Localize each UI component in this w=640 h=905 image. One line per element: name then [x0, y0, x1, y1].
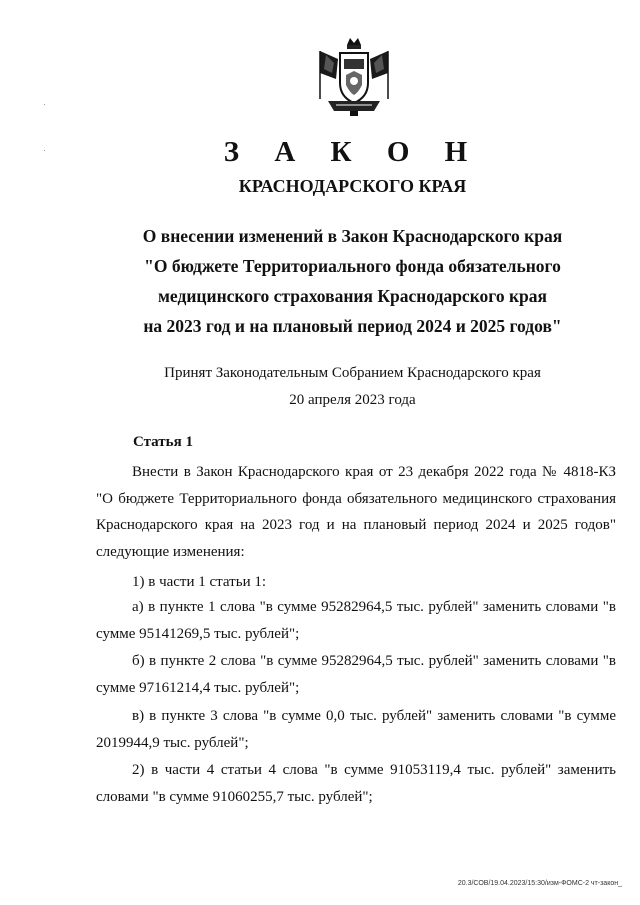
- heading-line-2: "О бюджете Территориального фонда обязательного: [144, 256, 561, 276]
- article-intro: Внести в Закон Краснодарского края от 23 декабря 2022 года № 4818-КЗ "О бюджете Территориального фонда обязательного медицинского страхования Краснодарского края на 2023 год и на плановый период 2024 и 2025 годов" следующие изменения:: [96, 464, 616, 560]
- list-item-2: 2) в части 4 статьи 4 слова "в сумме 91053119,4 тыс. рублей" заменить словами "в сумме 91060255,7 тыс. рублей";: [96, 762, 616, 805]
- coat-of-arms-icon: [314, 35, 394, 117]
- heading-line-4: на 2023 год и на плановый период 2024 и 2025 годов": [143, 316, 562, 336]
- law-heading: [0, 221, 640, 341]
- adoption-date: 20 апреля 2023 года: [289, 392, 416, 408]
- article-title: Статья 1: [133, 434, 193, 450]
- list-item-1c: в) в пункте 3 слова "в сумме 0,0 тыс. рублей" заменить словами "в сумме 2019944,9 тыс. рублей";: [96, 708, 616, 751]
- adoption-body: Принят Законодательным Собранием Краснодарского края: [164, 365, 541, 381]
- scan-dot: [44, 104, 45, 105]
- list-item-1b: б) в пункте 2 слова "в сумме 95282964,5 тыс. рублей" заменить словами "в сумме 97161214,4 тыс. рублей";: [96, 653, 616, 696]
- list-item-1: 1) в части 1 статьи 1:: [132, 574, 267, 590]
- heading-line-3: медицинского страхования Краснодарского края: [158, 286, 547, 306]
- heading-line-1: О внесении изменений в Закон Краснодарского края: [142, 226, 563, 246]
- document-type-title: З А К О Н: [223, 136, 482, 168]
- region-subtitle: КРАСНОДАРСКОГО КРАЯ: [238, 176, 467, 196]
- adoption-note: [0, 360, 640, 414]
- list-item-1a: а) в пункте 1 слова "в сумме 95282964,5 тыс. рублей" заменить словами "в сумме 95141269,5 тыс. рублей";: [96, 599, 616, 642]
- scan-dot: [44, 150, 45, 151]
- document-footer-code: 20.3/СОВ/19.04.2023/15:30/изм-ФОМС-2 чт-закон_: [457, 880, 622, 887]
